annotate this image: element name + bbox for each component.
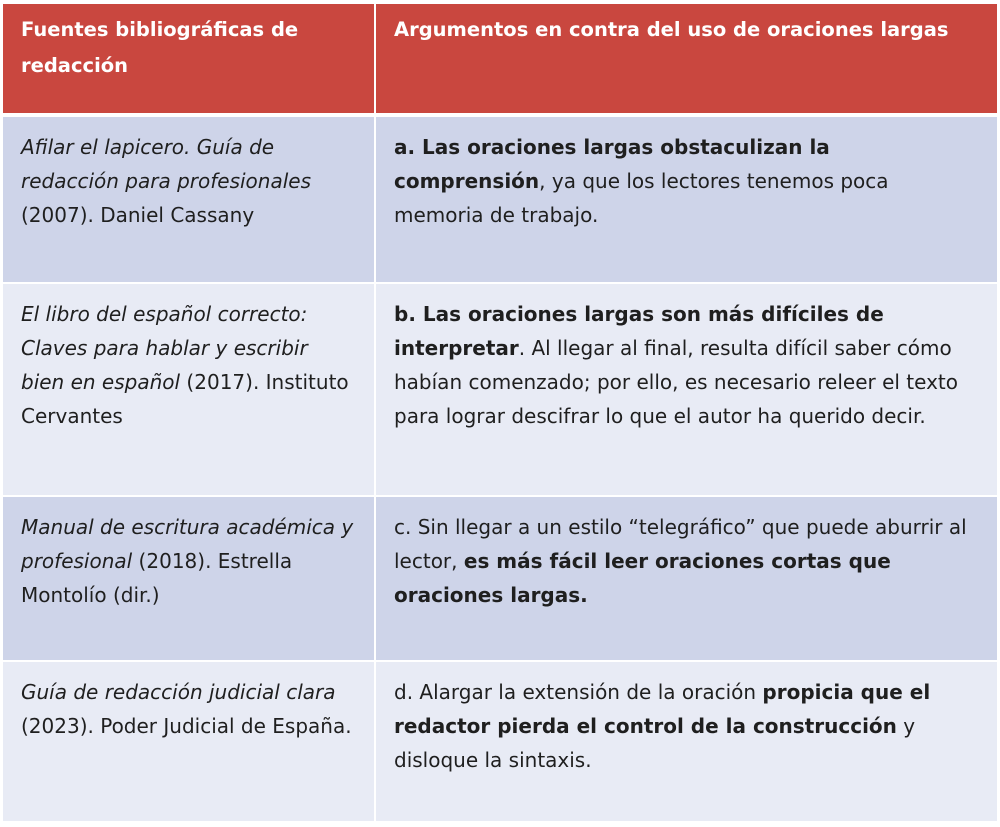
source-title: Afilar el lapicero. Guía de redacción para profesionales: [21, 135, 312, 193]
source-cell-1: [3, 117, 376, 284]
source-title: El libro del español correcto: Claves para hablar y escribir bien en español: [21, 302, 308, 394]
argument-cell-3: [376, 497, 997, 662]
source-details: (2017). Instituto Cervantes: [21, 370, 349, 428]
source-details: (2018). Estrella Montolío (dir.): [21, 549, 293, 607]
source-details: (2023). Poder Judicial de España.: [21, 714, 352, 738]
source-cell-4: [3, 662, 376, 823]
argument-text: d. Alargar la extensión de la oración: [394, 680, 763, 704]
argument-cell-2: [376, 284, 997, 497]
comparison-table: [3, 4, 997, 823]
argument-text: . Al llegar al final, resulta difícil saber cómo habían comenzado; por ello, es necesario releer el texto para lograr descifrar lo que el autor ha querido decir.: [394, 336, 959, 428]
argument-bold: b. Las oraciones largas son más difíciles de interpretar: [394, 302, 884, 360]
source-details: (2007). Daniel Cassany: [21, 203, 255, 227]
source-cell-2: [3, 284, 376, 497]
argument-bold: es más fácil leer oraciones cortas que oraciones largas.: [394, 549, 891, 607]
source-title: Manual de escritura académica y profesional: [21, 515, 354, 573]
argument-cell-4: [376, 662, 997, 823]
source-cell-3: [3, 497, 376, 662]
argument-bold: propicia que el redactor pierda el control de la construcción: [394, 680, 931, 738]
header-sources: Fuentes bibliográficas de redacción: [3, 4, 376, 117]
source-title: Guía de redacción judicial clara: [21, 680, 336, 704]
argument-text-end: y disloque la sintaxis.: [394, 714, 916, 772]
argument-bold: a. Las oraciones largas obstaculizan la comprensión: [394, 135, 830, 193]
argument-text: , ya que los lectores tenemos poca memoria de trabajo.: [394, 169, 889, 227]
argument-text: c. Sin llegar a un estilo “telegráfico” que puede aburrir al lector,: [394, 515, 967, 573]
argument-cell-1: [376, 117, 997, 284]
header-arguments: Argumentos en contra del uso de oraciones largas: [376, 4, 997, 117]
